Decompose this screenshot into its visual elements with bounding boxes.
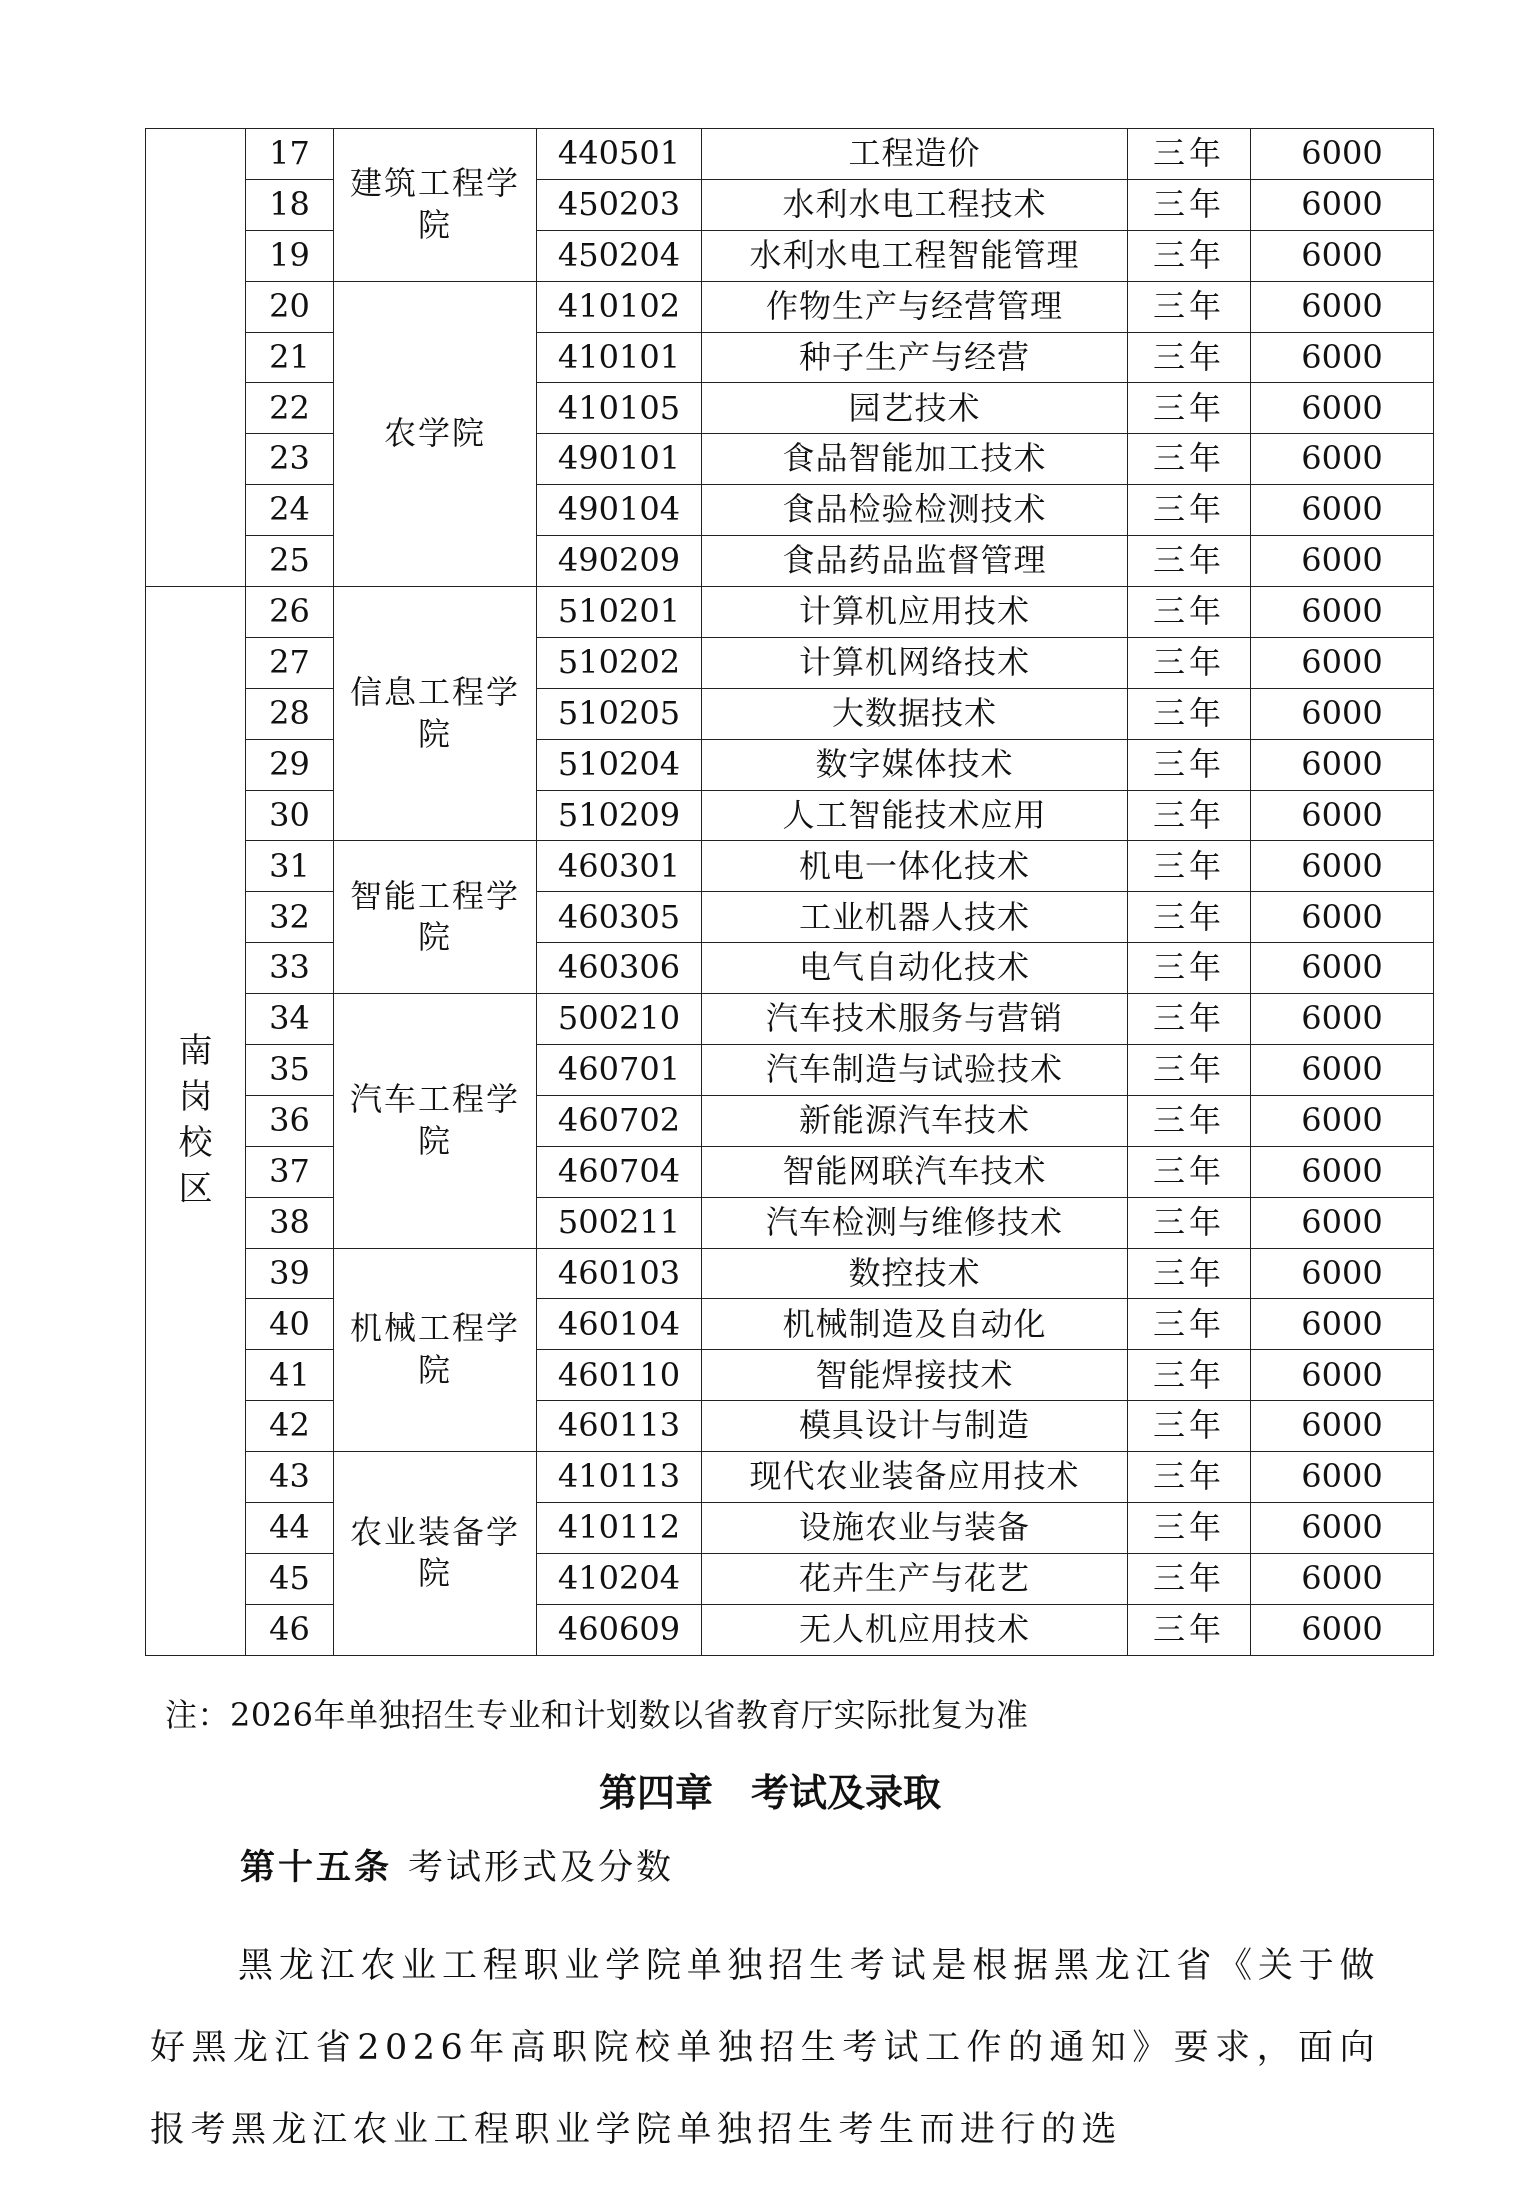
fee-cell: 6000 — [1251, 281, 1434, 332]
duration-cell: 三年 — [1128, 1604, 1251, 1655]
college-cell: 农学院 — [334, 281, 537, 586]
major-code-cell: 410105 — [537, 383, 702, 434]
duration-cell: 三年 — [1128, 383, 1251, 434]
seq-cell: 46 — [246, 1604, 334, 1655]
major-name-cell: 现代农业装备应用技术 — [702, 1452, 1128, 1503]
major-code-cell: 510205 — [537, 688, 702, 739]
fee-cell: 6000 — [1251, 536, 1434, 587]
article-heading — [240, 1840, 674, 1890]
fee-cell: 6000 — [1251, 943, 1434, 994]
fee-cell: 6000 — [1251, 179, 1434, 230]
major-name-cell: 数字媒体技术 — [702, 739, 1128, 790]
table-row — [146, 587, 1434, 638]
major-name-cell: 电气自动化技术 — [702, 943, 1128, 994]
major-code-cell: 510204 — [537, 739, 702, 790]
table-row — [146, 281, 1434, 332]
duration-cell: 三年 — [1128, 129, 1251, 180]
college-cell: 机械工程学院 — [334, 1248, 537, 1452]
major-name-cell: 智能网联汽车技术 — [702, 1146, 1128, 1197]
campus-cell — [146, 129, 246, 587]
chapter-heading: 第四章 考试及录取 — [598, 1771, 941, 1815]
duration-cell: 三年 — [1128, 281, 1251, 332]
duration-cell: 三年 — [1128, 892, 1251, 943]
major-name-cell: 作物生产与经营管理 — [702, 281, 1128, 332]
fee-cell: 6000 — [1251, 1350, 1434, 1401]
major-code-cell: 490101 — [537, 434, 702, 485]
duration-cell: 三年 — [1128, 943, 1251, 994]
duration-cell: 三年 — [1128, 739, 1251, 790]
duration-cell: 三年 — [1128, 637, 1251, 688]
major-code-cell: 510202 — [537, 637, 702, 688]
college-cell: 建筑工程学院 — [334, 129, 537, 282]
major-code-cell: 460110 — [537, 1350, 702, 1401]
seq-cell: 39 — [246, 1248, 334, 1299]
fee-cell: 6000 — [1251, 332, 1434, 383]
duration-cell: 三年 — [1128, 1095, 1251, 1146]
seq-cell: 20 — [246, 281, 334, 332]
major-code-cell: 510201 — [537, 587, 702, 638]
major-name-cell: 汽车技术服务与营销 — [702, 994, 1128, 1045]
major-name-cell: 食品检验检测技术 — [702, 485, 1128, 536]
body-paragraph: 黑龙江农业工程职业学院单独招生考试是根据黑龙江省《关于做好黑龙江省2026年高职院校单独招生考试工作的通知》要求，面向报考黑龙江农业工程职业学院单独招生考生而进行的选 — [150, 1946, 1380, 2150]
major-name-cell: 花卉生产与花艺 — [702, 1553, 1128, 1604]
seq-cell: 41 — [246, 1350, 334, 1401]
fee-cell: 6000 — [1251, 994, 1434, 1045]
seq-cell: 44 — [246, 1503, 334, 1554]
fee-cell: 6000 — [1251, 587, 1434, 638]
duration-cell: 三年 — [1128, 841, 1251, 892]
duration-cell: 三年 — [1128, 688, 1251, 739]
seq-cell: 43 — [246, 1452, 334, 1503]
seq-cell: 38 — [246, 1197, 334, 1248]
seq-cell: 35 — [246, 1045, 334, 1096]
duration-cell: 三年 — [1128, 332, 1251, 383]
seq-cell: 17 — [246, 129, 334, 180]
fee-cell: 6000 — [1251, 637, 1434, 688]
major-name-cell: 工业机器人技术 — [702, 892, 1128, 943]
seq-cell: 31 — [246, 841, 334, 892]
duration-cell: 三年 — [1128, 1350, 1251, 1401]
major-code-cell: 500210 — [537, 994, 702, 1045]
major-code-cell: 460301 — [537, 841, 702, 892]
enrollment-plan-table — [145, 128, 1434, 1656]
duration-cell: 三年 — [1128, 1452, 1251, 1503]
duration-cell: 三年 — [1128, 1299, 1251, 1350]
seq-cell: 25 — [246, 536, 334, 587]
seq-cell: 42 — [246, 1401, 334, 1452]
major-name-cell: 工程造价 — [702, 129, 1128, 180]
major-name-cell: 食品智能加工技术 — [702, 434, 1128, 485]
college-cell: 信息工程学院 — [334, 587, 537, 841]
seq-cell: 45 — [246, 1553, 334, 1604]
duration-cell: 三年 — [1128, 587, 1251, 638]
seq-cell: 18 — [246, 179, 334, 230]
college-cell: 农业装备学院 — [334, 1452, 537, 1656]
major-code-cell: 460306 — [537, 943, 702, 994]
seq-cell: 28 — [246, 688, 334, 739]
major-code-cell: 460104 — [537, 1299, 702, 1350]
major-name-cell: 无人机应用技术 — [702, 1604, 1128, 1655]
fee-cell: 6000 — [1251, 434, 1434, 485]
duration-cell: 三年 — [1128, 1045, 1251, 1096]
major-name-cell: 汽车检测与维修技术 — [702, 1197, 1128, 1248]
fee-cell: 6000 — [1251, 841, 1434, 892]
duration-cell: 三年 — [1128, 1503, 1251, 1554]
fee-cell: 6000 — [1251, 790, 1434, 841]
duration-cell: 三年 — [1128, 434, 1251, 485]
major-name-cell: 种子生产与经营 — [702, 332, 1128, 383]
fee-cell: 6000 — [1251, 1452, 1434, 1503]
major-name-cell: 模具设计与制造 — [702, 1401, 1128, 1452]
major-code-cell: 410102 — [537, 281, 702, 332]
major-name-cell: 计算机网络技术 — [702, 637, 1128, 688]
seq-cell: 23 — [246, 434, 334, 485]
table-row — [146, 994, 1434, 1045]
fee-cell: 6000 — [1251, 1248, 1434, 1299]
seq-cell: 29 — [246, 739, 334, 790]
duration-cell: 三年 — [1128, 1401, 1251, 1452]
fee-cell: 6000 — [1251, 1146, 1434, 1197]
college-cell: 汽车工程学院 — [334, 994, 537, 1248]
duration-cell: 三年 — [1128, 1248, 1251, 1299]
fee-cell: 6000 — [1251, 485, 1434, 536]
seq-cell: 33 — [246, 943, 334, 994]
college-cell: 智能工程学院 — [334, 841, 537, 994]
seq-cell: 27 — [246, 637, 334, 688]
fee-cell: 6000 — [1251, 383, 1434, 434]
seq-cell: 21 — [246, 332, 334, 383]
major-name-cell: 设施农业与装备 — [702, 1503, 1128, 1554]
fee-cell: 6000 — [1251, 739, 1434, 790]
duration-cell: 三年 — [1128, 994, 1251, 1045]
major-code-cell: 410204 — [537, 1553, 702, 1604]
fee-cell: 6000 — [1251, 892, 1434, 943]
major-name-cell: 人工智能技术应用 — [702, 790, 1128, 841]
duration-cell: 三年 — [1128, 1553, 1251, 1604]
table-row — [146, 129, 1434, 180]
fee-cell: 6000 — [1251, 1197, 1434, 1248]
duration-cell: 三年 — [1128, 1197, 1251, 1248]
major-code-cell: 410112 — [537, 1503, 702, 1554]
major-name-cell: 食品药品监督管理 — [702, 536, 1128, 587]
major-name-cell: 数控技术 — [702, 1248, 1128, 1299]
fee-cell: 6000 — [1251, 1045, 1434, 1096]
campus-name: 南岗校区 — [178, 1031, 213, 1209]
major-name-cell: 汽车制造与试验技术 — [702, 1045, 1128, 1096]
duration-cell: 三年 — [1128, 230, 1251, 281]
major-code-cell: 460609 — [537, 1604, 702, 1655]
duration-cell: 三年 — [1128, 1146, 1251, 1197]
fee-cell: 6000 — [1251, 688, 1434, 739]
seq-cell: 19 — [246, 230, 334, 281]
duration-cell: 三年 — [1128, 536, 1251, 587]
major-name-cell: 园艺技术 — [702, 383, 1128, 434]
major-code-cell: 460704 — [537, 1146, 702, 1197]
fee-cell: 6000 — [1251, 1553, 1434, 1604]
seq-cell: 30 — [246, 790, 334, 841]
major-name-cell: 水利水电工程技术 — [702, 179, 1128, 230]
major-code-cell: 460113 — [537, 1401, 702, 1452]
major-code-cell: 450203 — [537, 179, 702, 230]
duration-cell: 三年 — [1128, 790, 1251, 841]
article-title: 考试形式及分数 — [408, 1848, 675, 1888]
article-number: 第十五条 — [240, 1848, 393, 1888]
major-name-cell: 计算机应用技术 — [702, 587, 1128, 638]
seq-cell: 24 — [246, 485, 334, 536]
fee-cell: 6000 — [1251, 1401, 1434, 1452]
table-row — [146, 1452, 1434, 1503]
major-code-cell: 460103 — [537, 1248, 702, 1299]
fee-cell: 6000 — [1251, 1095, 1434, 1146]
major-code-cell: 460305 — [537, 892, 702, 943]
major-code-cell: 460702 — [537, 1095, 702, 1146]
major-code-cell: 410101 — [537, 332, 702, 383]
fee-cell: 6000 — [1251, 230, 1434, 281]
major-code-cell: 490209 — [537, 536, 702, 587]
major-code-cell: 510209 — [537, 790, 702, 841]
fee-cell: 6000 — [1251, 1503, 1434, 1554]
seq-cell: 40 — [246, 1299, 334, 1350]
seq-cell: 32 — [246, 892, 334, 943]
major-name-cell: 水利水电工程智能管理 — [702, 230, 1128, 281]
fee-cell: 6000 — [1251, 129, 1434, 180]
duration-cell: 三年 — [1128, 485, 1251, 536]
major-code-cell: 450204 — [537, 230, 702, 281]
major-name-cell: 机电一体化技术 — [702, 841, 1128, 892]
duration-cell: 三年 — [1128, 179, 1251, 230]
major-name-cell: 机械制造及自动化 — [702, 1299, 1128, 1350]
seq-cell: 26 — [246, 587, 334, 638]
major-code-cell: 460701 — [537, 1045, 702, 1096]
table-row — [146, 1248, 1434, 1299]
major-name-cell: 新能源汽车技术 — [702, 1095, 1128, 1146]
table-row — [146, 841, 1434, 892]
major-code-cell: 440501 — [537, 129, 702, 180]
seq-cell: 36 — [246, 1095, 334, 1146]
campus-cell — [146, 587, 246, 1656]
fee-cell: 6000 — [1251, 1299, 1434, 1350]
major-name-cell: 智能焊接技术 — [702, 1350, 1128, 1401]
major-name-cell: 大数据技术 — [702, 688, 1128, 739]
fee-cell: 6000 — [1251, 1604, 1434, 1655]
table-note: 注：2026年单独招生专业和计划数以省教育厅实际批复为准 — [165, 1696, 1029, 1734]
major-code-cell: 490104 — [537, 485, 702, 536]
seq-cell: 34 — [246, 994, 334, 1045]
major-code-cell: 410113 — [537, 1452, 702, 1503]
major-code-cell: 500211 — [537, 1197, 702, 1248]
seq-cell: 22 — [246, 383, 334, 434]
enrollment-plan-body — [146, 129, 1434, 1656]
seq-cell: 37 — [246, 1146, 334, 1197]
